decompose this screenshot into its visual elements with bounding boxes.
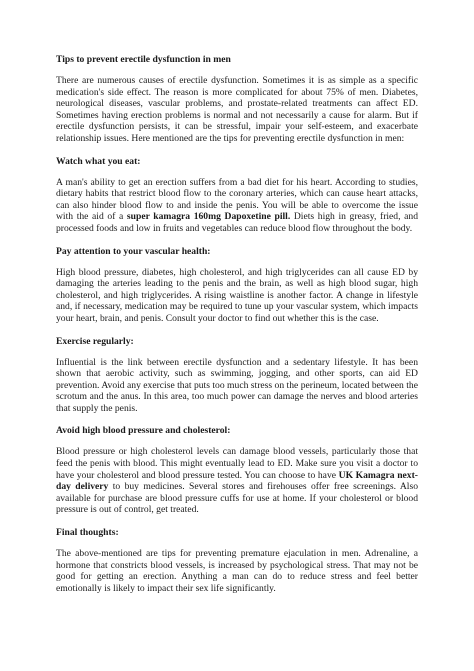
document-title: Tips to prevent erectile dysfunction in men: [56, 54, 231, 65]
section-heading-vascular: Pay attention to your vascular health:: [56, 245, 211, 257]
section-paragraph-diet: [56, 177, 418, 235]
intro-paragraph: There are numerous causes of erectile dysfunction. Sometimes it is as simple as a specific medication's side effect. The reason is more complicated for about 75% of men. Diabetes, neurological diseases, vascular problems, and prostate-related treatments can affect ED. Sometimes having erection problems is normal and not necessarily a cause for alarm. But if erectile dysfunction persists, it can be stressful, impair your self-esteem, and exacerbate relationship issues. Here mentioned are the tips for preventing erectile dysfunction in men:: [56, 75, 418, 144]
section-paragraph-final-thoughts: The above-mentioned are tips for preventing premature ejaculation in men. Adrenaline, a hormone that constricts blood vessels, is increased by psychological stress. That may not be good for getting an erection. Anything a man can do to reduce stress and feel better emotionally is likely to impact their sex life significantly.: [56, 548, 418, 594]
paragraph-text: Blood pressure or high cholesterol levels can damage blood vessels, particularly those that feed the penis with blood. This might eventually lead to ED. Make sure you visit a doctor to have your cholesterol and blood pressure tested. You can choose to have: [56, 446, 418, 481]
product-link-uk-kamagra[interactable]: UK Kamagra next-day delivery: [56, 469, 418, 493]
paragraph-text: to buy medicines. Several stores and firehouses offer free screenings. Also available for purchase are blood pressure cuffs for use at home. If your cholesterol or blood pressure is out of control, get treated.: [56, 481, 418, 516]
section-paragraph-exercise: Influential is the link between erectile dysfunction and a sedentary lifestyle. It has been shown that aerobic activity, such as swimming, jogging, and other sports, can aid ED prevention. Avoid any exercise that puts too much stress on the perineum, located between the scrotum and the anus. In this area, too much power can damage the nerves and blood arteries that supply the penis.: [56, 356, 418, 414]
product-link-super-kamagra[interactable]: super kamagra 160mg Dapoxetine pill.: [126, 211, 291, 223]
section-heading-final-thoughts: Final thoughts:: [56, 527, 119, 539]
section-paragraph-blood-pressure: [56, 446, 418, 516]
paragraph-text: A man's ability to get an erection suffers from a bad diet for his heart. According to studies, dietary habits that restrict blood flow to the coronary arteries, which can cause heart attacks, can also hinder blood flow to and inside the penis. You will be able to overcome the issue with the aid of a: [56, 176, 418, 223]
section-paragraph-vascular: High blood pressure, diabetes, high cholesterol, and high triglycerides can all cause ED by damaging the arteries leading to the penis and the brain, as well as high blood sugar, high cholesterol, and high triglycerides. A rising waistline is another factor. A change in lifestyle and, if necessary, medication may be required to tune up your vascular system, which impacts your heart, brain, and penis. Consult your doctor to find out whether this is the case.: [56, 266, 418, 324]
section-heading-blood-pressure: Avoid high blood pressure and cholesterol:: [56, 425, 231, 437]
section-heading-exercise: Exercise regularly:: [56, 335, 134, 347]
paragraph-text: Diets high in greasy, fried, and processed foods and low in fruits and vegetables can reduce blood flow throughout the body.: [56, 211, 418, 234]
section-heading-diet: Watch what you eat:: [56, 155, 141, 167]
document-page: [56, 54, 418, 594]
